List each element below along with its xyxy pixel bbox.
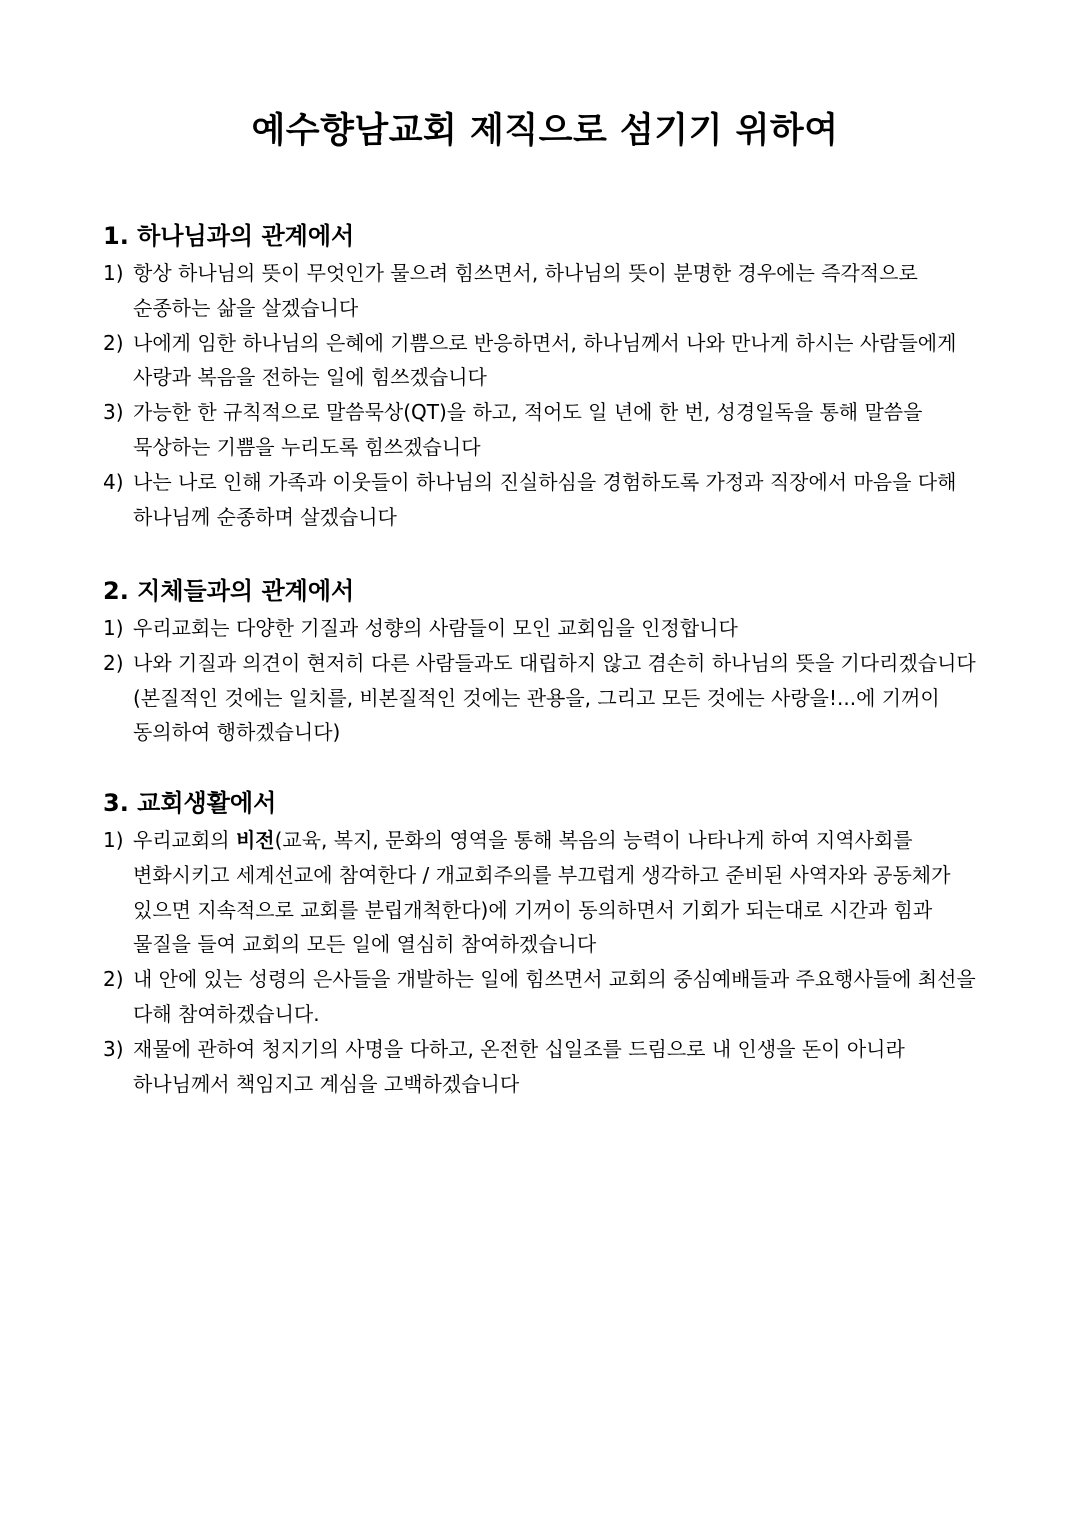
section-church-life — [103, 785, 983, 1101]
item-text: 내 안에 있는 성령의 은사들을 개발하는 일에 힘쓰면서 교회의 중심예배들과 주요행사들에 최선을 다해 참여하겠습니다. — [133, 967, 976, 1026]
item-text: 우리교회는 다양한 기질과 성향의 사람들이 모인 교회임을 인정합니다 — [133, 616, 738, 640]
item-text: 재물에 관하여 청지기의 사명을 다하고, 온전한 십일조를 드림으로 내 인생을 돈이 아니라 하나님께서 책임지고 계심을 고백하겠습니다 — [133, 1036, 905, 1096]
list-item — [103, 395, 983, 465]
section-members-relationship — [103, 573, 983, 750]
item-text: 항상 하나님의 뜻이 무엇인가 물으려 힘쓰면서, 하나님의 뜻이 분명한 경우에는 즉각적으로 순종하는 삶을 살겠습니다 — [133, 261, 918, 320]
section-heading: 1. 하나님과의 관계에서 — [103, 222, 355, 250]
item-number: 1) — [103, 828, 124, 852]
item-text: 나에게 임한 하나님의 은혜에 기쁨으로 반응하면서, 하나님께서 나와 만나게 하시는 사람들에게 사랑과 복음을 전하는 일에 힘쓰겠습니다 — [133, 330, 957, 390]
list-item — [103, 465, 983, 535]
item-text: 가능한 한 규칙적으로 말씀묵상(QT)을 하고, 적어도 일 년에 한 번, 성경일독을 통해 말씀을 묵상하는 기쁨을 누리도록 힘쓰겠습니다 — [133, 400, 923, 459]
item-number: 1) — [103, 616, 124, 640]
list-item — [103, 256, 983, 326]
item-number: 1) — [103, 261, 124, 285]
list-item — [103, 326, 983, 396]
item-number: 2) — [103, 650, 124, 675]
item-number: 2) — [103, 967, 124, 992]
item-text-vision — [133, 823, 983, 962]
item-list — [103, 256, 983, 534]
item-text-prefix: 우리교회의 — [133, 828, 236, 852]
item-list — [103, 611, 983, 750]
item-number: 3) — [103, 400, 124, 425]
list-item — [103, 823, 983, 962]
list-item — [103, 646, 983, 750]
section-heading: 3. 교회생활에서 — [103, 789, 277, 817]
vision-emphasis: 비전 — [235, 828, 275, 852]
section-god-relationship — [103, 218, 983, 534]
page-title: 예수향남교회 제직으로 섬기기 위하여 — [251, 111, 839, 151]
item-number: 3) — [103, 1036, 124, 1061]
section-heading: 2. 지체들과의 관계에서 — [103, 577, 355, 605]
list-item — [103, 962, 983, 1032]
item-text: 나는 나로 인해 가족과 이웃들이 하나님의 진실하심을 경험하도록 가정과 직장에서 마음을 다해 하나님께 순종하며 살겠습니다 — [133, 469, 957, 529]
item-text: 나와 기질과 의견이 현저히 다른 사람들과도 대립하지 않고 겸손히 하나님의 뜻을 기다리겠습니다(본질적인 것에는 일치를, 비본질적인 것에는 관용을, 그리고 모든 것에는 사랑을!...에 기꺼이 동의하여 행하겠습니다) — [133, 650, 976, 745]
item-number: 4) — [103, 469, 124, 494]
item-text: (교육, 복지, 문화의 영역을 통해 복음의 능력이 나타나게 하여 지역사회를 변화시키고 세계선교에 참여한다 / 개교회주의를 부끄럽게 생각하고 준비된 사역자와 공동체가 있으면 지속적으로 교회를 분립개척한다)에 기꺼이 동의하면서 기회가 되는대로 시간과 힘과 물질을 들여 교회의 모든 일에 열심히 참여하겠습니다 — [133, 828, 951, 957]
item-number: 2) — [103, 330, 124, 355]
item-list — [103, 823, 983, 1101]
list-item — [103, 611, 983, 646]
list-item — [103, 1032, 983, 1102]
